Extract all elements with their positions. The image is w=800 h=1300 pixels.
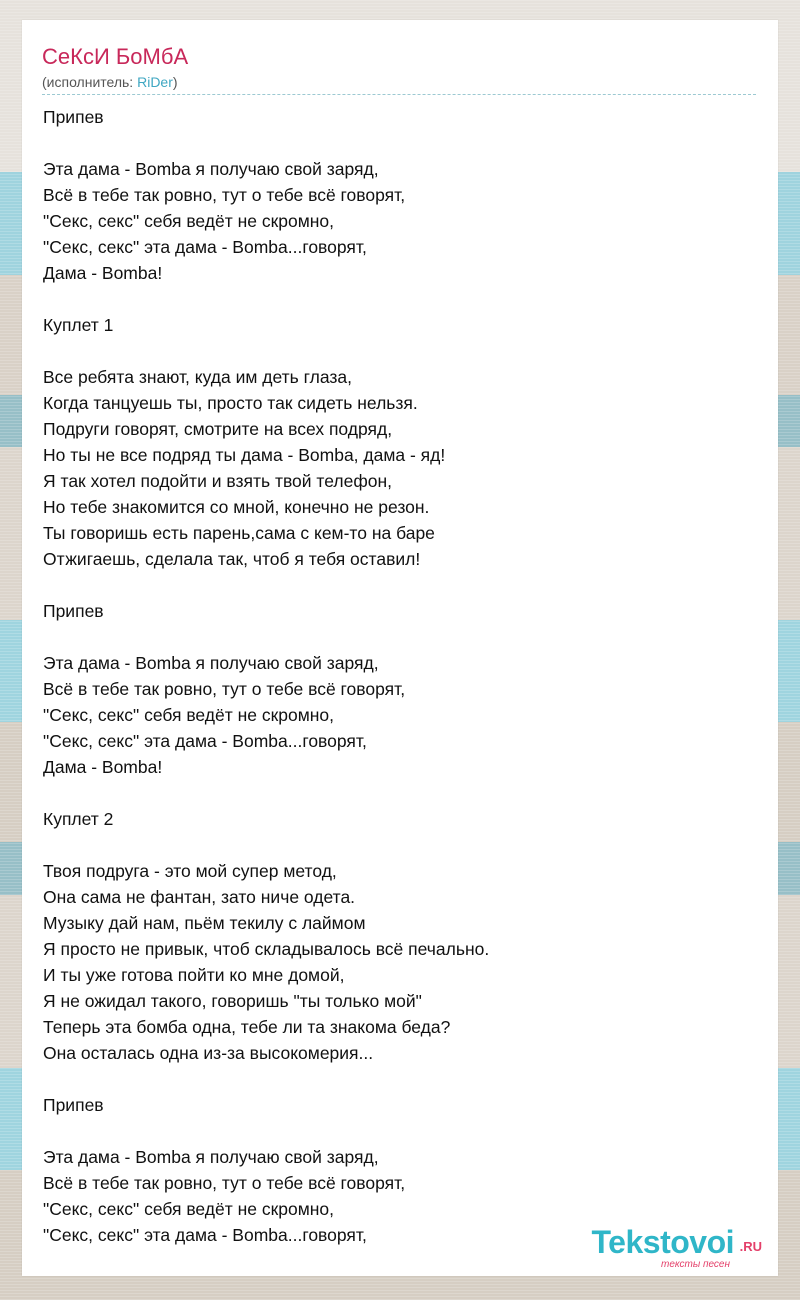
logo-tagline: тексты песен — [661, 1259, 730, 1270]
lyrics-line: И ты уже готова пойти ко мне домой, — [43, 965, 345, 985]
lyrics-line: "Секс, секс" эта дама - Bomba...говорят, — [43, 731, 367, 751]
lyrics-line: Отжигаешь, сделала так, чтоб я тебя оставил! — [43, 549, 421, 569]
lyrics-blank-line — [43, 1118, 743, 1144]
lyrics-line: Она сама не фантан, зато ниче одета. — [43, 887, 356, 907]
lyrics-line: Но тебе знакомится со мной, конечно не резон. — [43, 497, 430, 517]
lyrics-line: Дама - Bomba! — [43, 757, 163, 777]
lyrics-blank-line — [43, 572, 743, 598]
lyrics-line: Припев — [43, 601, 104, 621]
artist-line — [42, 74, 178, 90]
lyrics-line: Припев — [43, 107, 104, 127]
lyrics-line: Подруги говорят, смотрите на всех подряд, — [43, 419, 393, 439]
lyrics-line: "Секс, секс" себя ведёт не скромно, — [43, 1199, 335, 1219]
lyrics-line: Музыку дай нам, пьём текилу с лаймом — [43, 913, 366, 933]
lyrics-line: "Секс, секс" себя ведёт не скромно, — [43, 705, 335, 725]
artist-suffix: ) — [172, 74, 178, 90]
lyrics-line: Эта дама - Bomba я получаю свой заряд, — [43, 1147, 379, 1167]
title-divider — [42, 94, 756, 95]
song-title: СеКсИ БоМбА — [42, 44, 189, 69]
lyrics-line: Дама - Bomba! — [43, 263, 163, 283]
lyrics-text — [43, 104, 743, 1248]
lyrics-line: Я так хотел подойти и взять твой телефон, — [43, 471, 393, 491]
lyrics-line: Эта дама - Bomba я получаю свой заряд, — [43, 159, 379, 179]
lyrics-line: Всё в тебе так ровно, тут о тебе всё говорят, — [43, 1173, 406, 1193]
artist-prefix: (исполнитель: — [42, 74, 138, 90]
lyrics-line: Все ребята знают, куда им деть глаза, — [43, 367, 352, 387]
lyrics-line: "Секс, секс" эта дама - Bomba...говорят, — [43, 237, 367, 257]
logo-wordmark: Tekstovoi — [591, 1224, 734, 1260]
lyrics-line: Ты говоришь есть парень,сама с кем-то на баре — [43, 523, 435, 543]
lyrics-line: Куплет 1 — [43, 315, 114, 335]
lyrics-line: "Секс, секс" эта дама - Bomba...говорят, — [43, 1225, 367, 1245]
lyrics-line: Теперь эта бомба одна, тебе ли та знакома беда? — [43, 1017, 451, 1037]
lyrics-blank-line — [43, 130, 743, 156]
lyrics-line: Но ты не все подряд ты дама - Bomba, дама - яд! — [43, 445, 446, 465]
lyrics-line: Я не ожидал такого, говоришь "ты только мой" — [43, 991, 422, 1011]
lyrics-line: Припев — [43, 1095, 104, 1115]
lyrics-line: Всё в тебе так ровно, тут о тебе всё говорят, — [43, 185, 406, 205]
lyrics-line: Она осталась одна из-за высокомерия... — [43, 1043, 374, 1063]
lyrics-line: Всё в тебе так ровно, тут о тебе всё говорят, — [43, 679, 406, 699]
site-logo[interactable] — [560, 1224, 770, 1272]
lyrics-blank-line — [43, 780, 743, 806]
logo-tld: .RU — [739, 1239, 762, 1254]
lyrics-blank-line — [43, 338, 743, 364]
lyrics-line: "Секс, секс" себя ведёт не скромно, — [43, 211, 335, 231]
artist-link[interactable]: RiDer — [137, 74, 173, 90]
lyrics-blank-line — [43, 286, 743, 312]
lyrics-line: Когда танцуешь ты, просто так сидеть нельзя. — [43, 393, 418, 413]
lyrics-blank-line — [43, 1066, 743, 1092]
lyrics-blank-line — [43, 832, 743, 858]
lyrics-line: Эта дама - Bomba я получаю свой заряд, — [43, 653, 379, 673]
lyrics-line: Я просто не привык, чтоб складывалось всё печально. — [43, 939, 490, 959]
lyrics-blank-line — [43, 624, 743, 650]
lyrics-line: Куплет 2 — [43, 809, 114, 829]
lyrics-line: Твоя подруга - это мой супер метод, — [43, 861, 337, 881]
lyrics-card — [22, 20, 778, 1276]
